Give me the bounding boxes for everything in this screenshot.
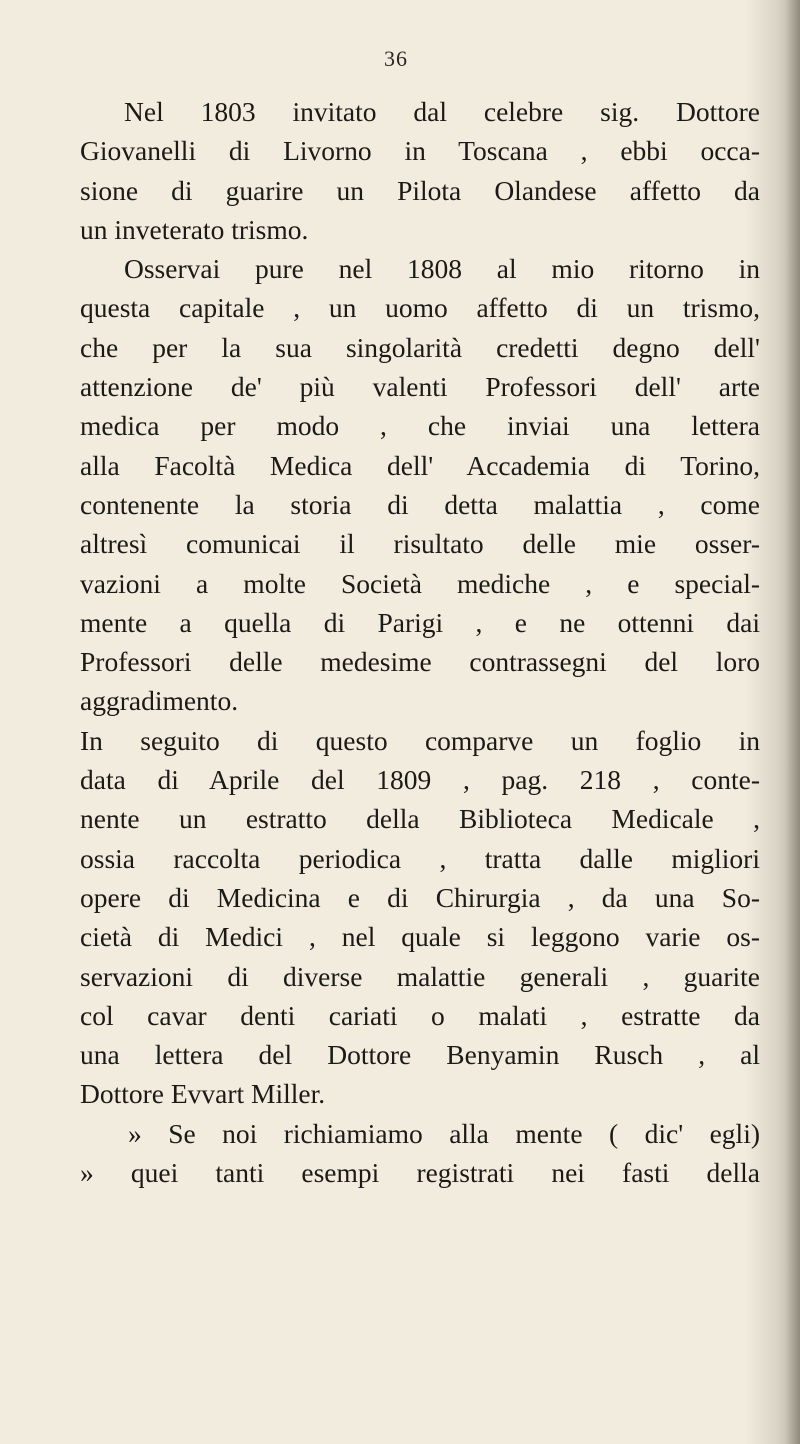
body-text [80, 92, 760, 1192]
text-line: Professori delle medesime contrassegni del loro [80, 646, 760, 678]
text-line: una lettera del Dottore Benyamin Rusch , al [80, 1039, 760, 1071]
text-line: ossia raccolta periodica , tratta dalle migliori [80, 842, 760, 874]
text-line: Dottore Evvart Miller. [80, 1078, 326, 1110]
text-line: vazioni a molte Società mediche , e special- [80, 567, 760, 599]
text-line: Nel 1803 invitato dal celebre sig. Dottore [124, 96, 760, 127]
text-line: nente un estratto della Biblioteca Medicale , [80, 803, 760, 835]
text-line: un inveterato trismo. [80, 213, 309, 245]
text-line: servazioni di diverse malattie generali , guarite [80, 960, 760, 992]
page-number: 36 [384, 46, 408, 71]
page-edge-shadow [786, 0, 800, 1444]
text-line: alla Facoltà Medica dell' Accademia di Torino, [80, 449, 760, 481]
text-line: col cavar denti cariati o malati , estratte da [80, 999, 760, 1031]
text-line: data di Aprile del 1809 , pag. 218 , conte- [80, 764, 760, 796]
text-line: In seguito di questo comparve un foglio in [80, 724, 760, 756]
text-line: Osservai pure nel 1808 al mio ritorno in [124, 253, 760, 285]
text-line: » quei tanti esempi registrati nei fasti della [80, 1157, 760, 1189]
text-line: aggradimento. [80, 685, 239, 717]
text-line: contenente la storia di detta malattia , come [80, 488, 760, 520]
text-line: questa capitale , un uomo affetto di un trismo, [80, 292, 760, 324]
text-line: sione di guarire un Pilota Olandese affetto da [80, 174, 760, 206]
text-line: attenzione de' più valenti Professori dell' arte [80, 371, 760, 403]
text-line: cietà di Medici , nel quale si leggono varie os- [80, 921, 760, 953]
text-line: medica per modo , che inviai una lettera [80, 410, 760, 442]
text-line: » Se noi richiamiamo alla mente ( dic' egli) [128, 1117, 760, 1149]
text-line: che per la sua singolarità credetti degno dell' [80, 331, 760, 363]
text-line: mente a quella di Parigi , e ne ottenni dai [80, 606, 760, 638]
text-line: opere di Medicina e di Chirurgia , da una So- [80, 881, 760, 913]
text-line: Giovanelli di Livorno in Toscana , ebbi occa- [80, 135, 760, 167]
text-line: altresì comunicai il risultato delle mie osser- [80, 528, 760, 560]
